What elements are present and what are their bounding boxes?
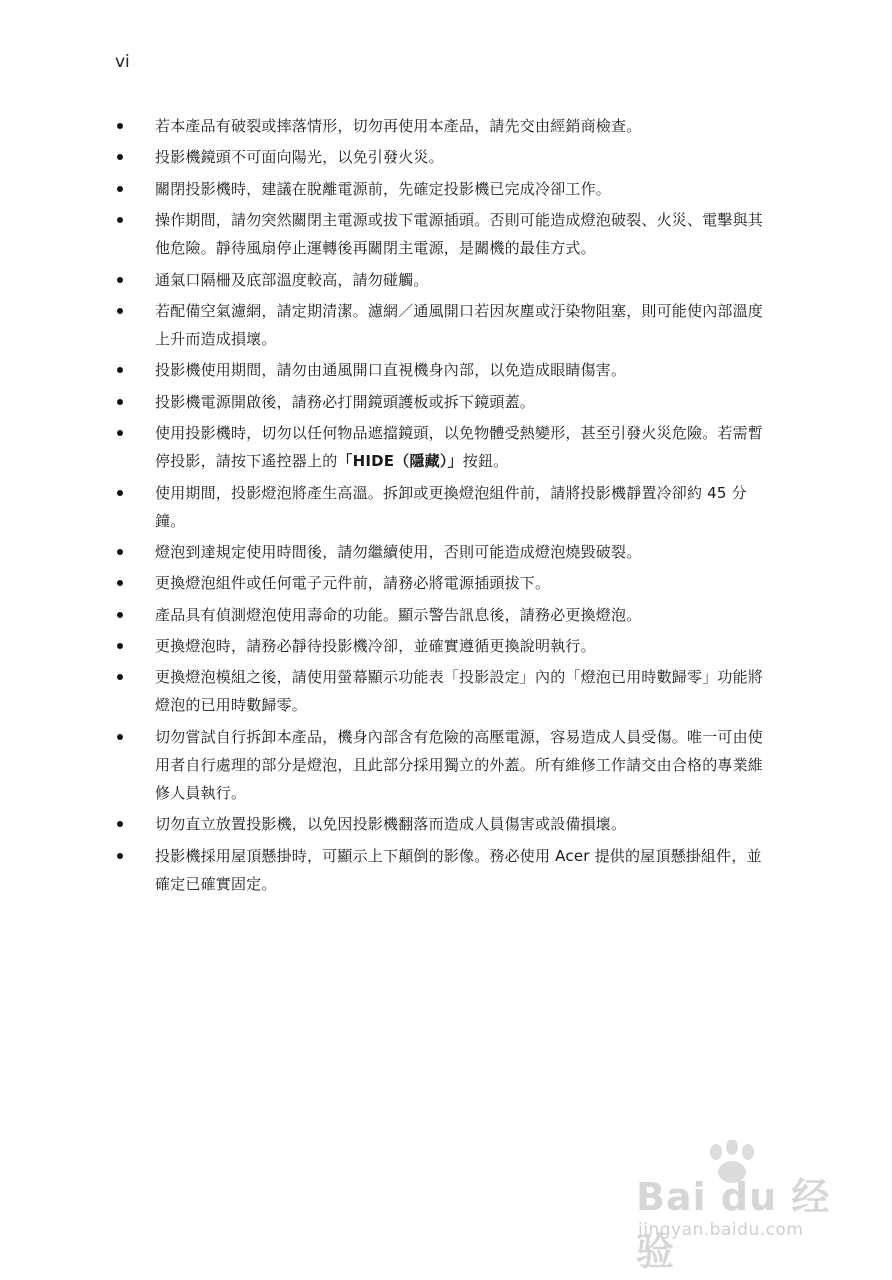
list-item-text: 產品具有偵測燈泡使用壽命的功能。顯示警告訊息後，請務必更換燈泡。 — [155, 605, 642, 624]
list-item-text: 更換燈泡模組之後，請使用螢幕顯示功能表「投影設定」內的「燈泡已用時數歸零」功能將燈泡的已用時數歸零。 — [155, 668, 764, 715]
list-item — [117, 601, 767, 629]
bullet-icon — [117, 580, 123, 586]
watermark-brand: Bai du 经验 — [636, 1175, 831, 1274]
list-item — [117, 810, 767, 838]
bullet-icon — [117, 674, 123, 680]
bullet-icon — [117, 612, 123, 618]
bullet-icon — [117, 643, 123, 649]
list-item — [117, 206, 767, 262]
hide-button-label: 「HIDE（隱藏）」 — [337, 452, 463, 471]
page-number: vi — [115, 52, 130, 72]
list-item-text: 切勿嘗試自行拆卸本產品，機身內部含有危險的高壓電源，容易造成人員受傷。唯一可由使用者自行處理的部分是燈泡，且此部分採用獨立的外蓋。所有維修工作請交由合格的專業維修人員執行。 — [155, 727, 764, 802]
bullet-icon — [117, 399, 123, 405]
list-item-text: 燈泡到達規定使用時間後，請勿繼續使用，否則可能造成燈泡燒毀破裂。 — [155, 542, 642, 561]
list-item — [117, 632, 767, 660]
list-item-text: 更換燈泡組件或任何電子元件前，請務必將電源插頭拔下。 — [155, 574, 551, 593]
list-item — [117, 419, 767, 475]
list-item — [117, 266, 767, 294]
bullet-icon — [117, 430, 123, 436]
list-item-text: 操作期間，請勿突然關閉主電源或拔下電源插頭。否則可能造成燈泡破裂、火災、電擊與其他危險。靜待風扇停止運轉後再關閉主電源，是關機的最佳方式。 — [155, 211, 764, 258]
bullet-icon — [117, 308, 123, 314]
bullet-icon — [117, 217, 123, 223]
bullet-icon — [117, 490, 123, 496]
bullet-icon — [117, 186, 123, 192]
list-item — [117, 356, 767, 384]
bullet-icon — [117, 277, 123, 283]
list-item — [117, 538, 767, 566]
list-item — [117, 663, 767, 719]
list-item — [117, 388, 767, 416]
list-item — [117, 569, 767, 597]
list-item-text: 切勿直立放置投影機，以免因投影機翻落而造成人員傷害或設備損壞。 — [155, 815, 627, 834]
list-item-text-part: 使用投影機時，切勿以任何物品遮擋鏡頭，以免物體受熱變形，甚至引發火災危險。若需暫停投影，請按下遙控器上的 — [155, 424, 764, 471]
bullet-icon — [117, 853, 123, 859]
bullet-icon — [117, 734, 123, 740]
baidu-jingyan-watermark — [636, 1140, 846, 1274]
list-item-text: 使用期間，投影燈泡將產生高溫。拆卸或更換燈泡組件前，請將投影機靜置冷卻約 45 分鐘。 — [155, 483, 747, 530]
list-item-text: 若配備空氣濾網，請定期清潔。濾網／通風開口若因灰塵或汙染物阻塞，則可能使內部溫度上升而造成損壞。 — [155, 301, 764, 348]
bullet-icon — [117, 549, 123, 555]
list-item — [117, 143, 767, 171]
list-item — [117, 479, 767, 535]
safety-bullet-list — [117, 112, 767, 901]
bullet-icon — [117, 821, 123, 827]
list-item-text: 投影機採用屋頂懸掛時，可顯示上下顛倒的影像。務必使用 Acer 提供的屋頂懸掛組件，並確定已確實固定。 — [155, 846, 762, 893]
list-item-text: 投影機使用期間，請勿由通風開口直視機身內部，以免造成眼睛傷害。 — [155, 361, 627, 380]
bullet-icon — [117, 154, 123, 160]
list-item-text-part: 按鈕。 — [462, 452, 509, 471]
list-item — [117, 112, 767, 140]
list-item-text: 關閉投影機時，建議在脫離電源前，先確定投影機已完成冷卻工作。 — [155, 179, 612, 198]
list-item — [117, 723, 767, 807]
list-item-text: 若本產品有破裂或摔落情形，切勿再使用本產品，請先交由經銷商檢查。 — [155, 117, 642, 135]
list-item — [117, 297, 767, 353]
bullet-icon — [117, 367, 123, 373]
list-item-text: 更換燈泡時，請務必靜待投影機冷卻，並確實遵循更換說明執行。 — [155, 637, 596, 656]
list-item-text: 投影機電源開啟後，請務必打開鏡頭護板或拆下鏡頭蓋。 — [155, 392, 536, 411]
watermark-url: jingyan.baidu.com — [638, 1220, 804, 1240]
bullet-icon — [117, 123, 123, 129]
list-item — [117, 175, 767, 203]
list-item-text — [155, 424, 763, 470]
list-item-text: 通氣口隔柵及底部溫度較高，請勿碰觸。 — [155, 270, 429, 289]
list-item — [117, 842, 767, 898]
list-item-text: 投影機鏡頭不可面向陽光，以免引發火災。 — [155, 148, 444, 167]
